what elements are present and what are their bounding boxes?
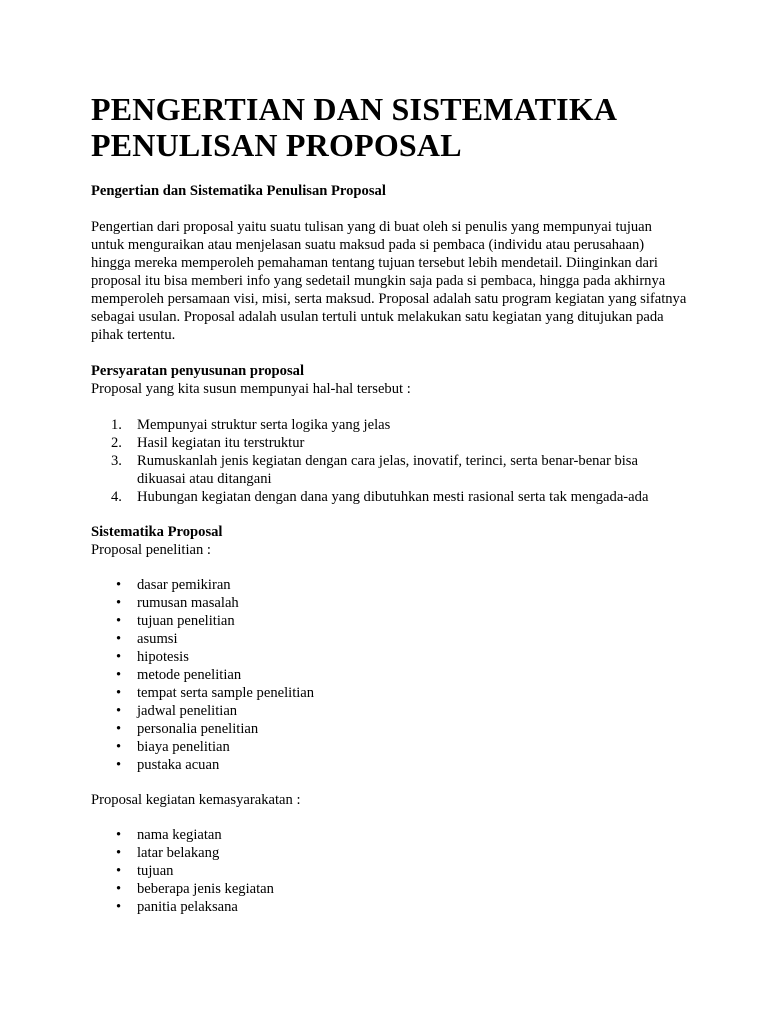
bullet-icon: • bbox=[116, 685, 122, 701]
bullet-icon: • bbox=[116, 631, 122, 647]
requirements-heading: Persyaratan penyusunan proposal bbox=[91, 363, 305, 379]
list-item bbox=[91, 898, 691, 916]
list-item bbox=[91, 416, 691, 434]
bullet-icon: • bbox=[116, 721, 122, 737]
list-item-text: jadwal penelitian bbox=[137, 703, 238, 719]
list-item bbox=[91, 880, 691, 898]
list-item bbox=[91, 844, 691, 862]
bullet-icon: • bbox=[116, 595, 122, 611]
list-item-text: hipotesis bbox=[137, 649, 189, 665]
list-item bbox=[91, 612, 691, 630]
bullet-icon: • bbox=[116, 827, 122, 843]
bullet-icon: • bbox=[116, 649, 122, 665]
list-item-text: panitia pelaksana bbox=[137, 899, 238, 915]
list-item-text: rumusan masalah bbox=[137, 595, 239, 611]
list-item bbox=[91, 738, 691, 756]
community-list bbox=[91, 826, 691, 916]
list-item-text: personalia penelitian bbox=[137, 721, 259, 737]
list-item-text: Hubungan kegiatan dengan dana yang dibutuhkan mesti rasional serta tak mengada-ada bbox=[137, 489, 649, 505]
bullet-icon: • bbox=[116, 863, 122, 879]
list-item-text: nama kegiatan bbox=[137, 827, 222, 843]
list-item bbox=[91, 452, 657, 488]
list-item-text: tujuan bbox=[137, 863, 174, 879]
list-item-text: biaya penelitian bbox=[137, 739, 230, 755]
list-item bbox=[91, 648, 691, 666]
list-item-text: tempat serta sample penelitian bbox=[137, 685, 315, 701]
requirements-list bbox=[91, 416, 691, 506]
bullet-icon: • bbox=[116, 613, 122, 629]
research-lead: Proposal penelitian : bbox=[91, 542, 211, 558]
bullet-icon: • bbox=[116, 739, 122, 755]
bullet-icon: • bbox=[116, 881, 122, 897]
list-number: 3. bbox=[111, 453, 122, 469]
list-item-text: dasar pemikiran bbox=[137, 577, 231, 593]
list-item bbox=[91, 594, 691, 612]
list-item bbox=[91, 756, 691, 774]
list-number: 1. bbox=[111, 417, 122, 433]
list-number: 2. bbox=[111, 435, 122, 451]
requirements-lead: Proposal yang kita susun mempunyai hal-hal tersebut : bbox=[91, 381, 411, 397]
systematics-heading: Sistematika Proposal bbox=[91, 524, 223, 540]
list-item bbox=[91, 702, 691, 720]
bullet-icon: • bbox=[116, 703, 122, 719]
list-item-text: tujuan penelitian bbox=[137, 613, 235, 629]
list-item bbox=[91, 826, 691, 844]
list-item bbox=[91, 666, 691, 684]
list-item bbox=[91, 488, 691, 506]
bullet-icon: • bbox=[116, 757, 122, 773]
list-item-text: Hasil kegiatan itu terstruktur bbox=[137, 435, 305, 451]
intro-paragraph: Pengertian dari proposal yaitu suatu tulisan yang di buat oleh si penulis yang mempunyai tujuan untuk menguraikan atau menjelasan suatu maksud pada si pembaca (individu atau perusahaan) hingga mereka memperoleh pemahaman tentang tujuan tersebut lebih mendetail. Diinginkan dari proposal itu bisa memberi info yang sedetail mungkin saja pada si pembaca, hingga pada akhirnya memperoleh persamaan visi, misi, serta maksud. Proposal adalah satu program kegiatan yang sifatnya sebagai usulan. Proposal adalah usulan tertuli untuk melakukan satu kegiatan yang ditujukan pada pihak tertentu. bbox=[91, 219, 687, 343]
bullet-icon: • bbox=[116, 667, 122, 683]
list-item bbox=[91, 434, 691, 452]
bullet-icon: • bbox=[116, 899, 122, 915]
list-item bbox=[91, 684, 691, 702]
list-item-text: latar belakang bbox=[137, 845, 220, 861]
list-number: 4. bbox=[111, 489, 122, 505]
list-item-text: asumsi bbox=[137, 631, 178, 647]
list-item-text: beberapa jenis kegiatan bbox=[137, 881, 274, 897]
list-item-text: Mempunyai struktur serta logika yang jelas bbox=[137, 417, 391, 433]
list-item-text: metode penelitian bbox=[137, 667, 242, 683]
list-item bbox=[91, 576, 691, 594]
list-item bbox=[91, 630, 691, 648]
list-item-text: pustaka acuan bbox=[137, 757, 220, 773]
subtitle: Pengertian dan Sistematika Penulisan Proposal bbox=[91, 183, 386, 199]
list-item-text: Rumuskanlah jenis kegiatan dengan cara jelas, inovatif, terinci, serta benar-benar bisa dikuasai atau ditangani bbox=[137, 453, 638, 487]
list-item bbox=[91, 862, 691, 880]
bullet-icon: • bbox=[116, 577, 122, 593]
bullet-icon: • bbox=[116, 845, 122, 861]
page-title: PENGERTIAN DAN SISTEMATIKA PENULISAN PROPOSAL bbox=[91, 91, 616, 163]
list-item bbox=[91, 720, 691, 738]
research-list bbox=[91, 576, 691, 774]
community-lead: Proposal kegiatan kemasyarakatan : bbox=[91, 792, 301, 808]
